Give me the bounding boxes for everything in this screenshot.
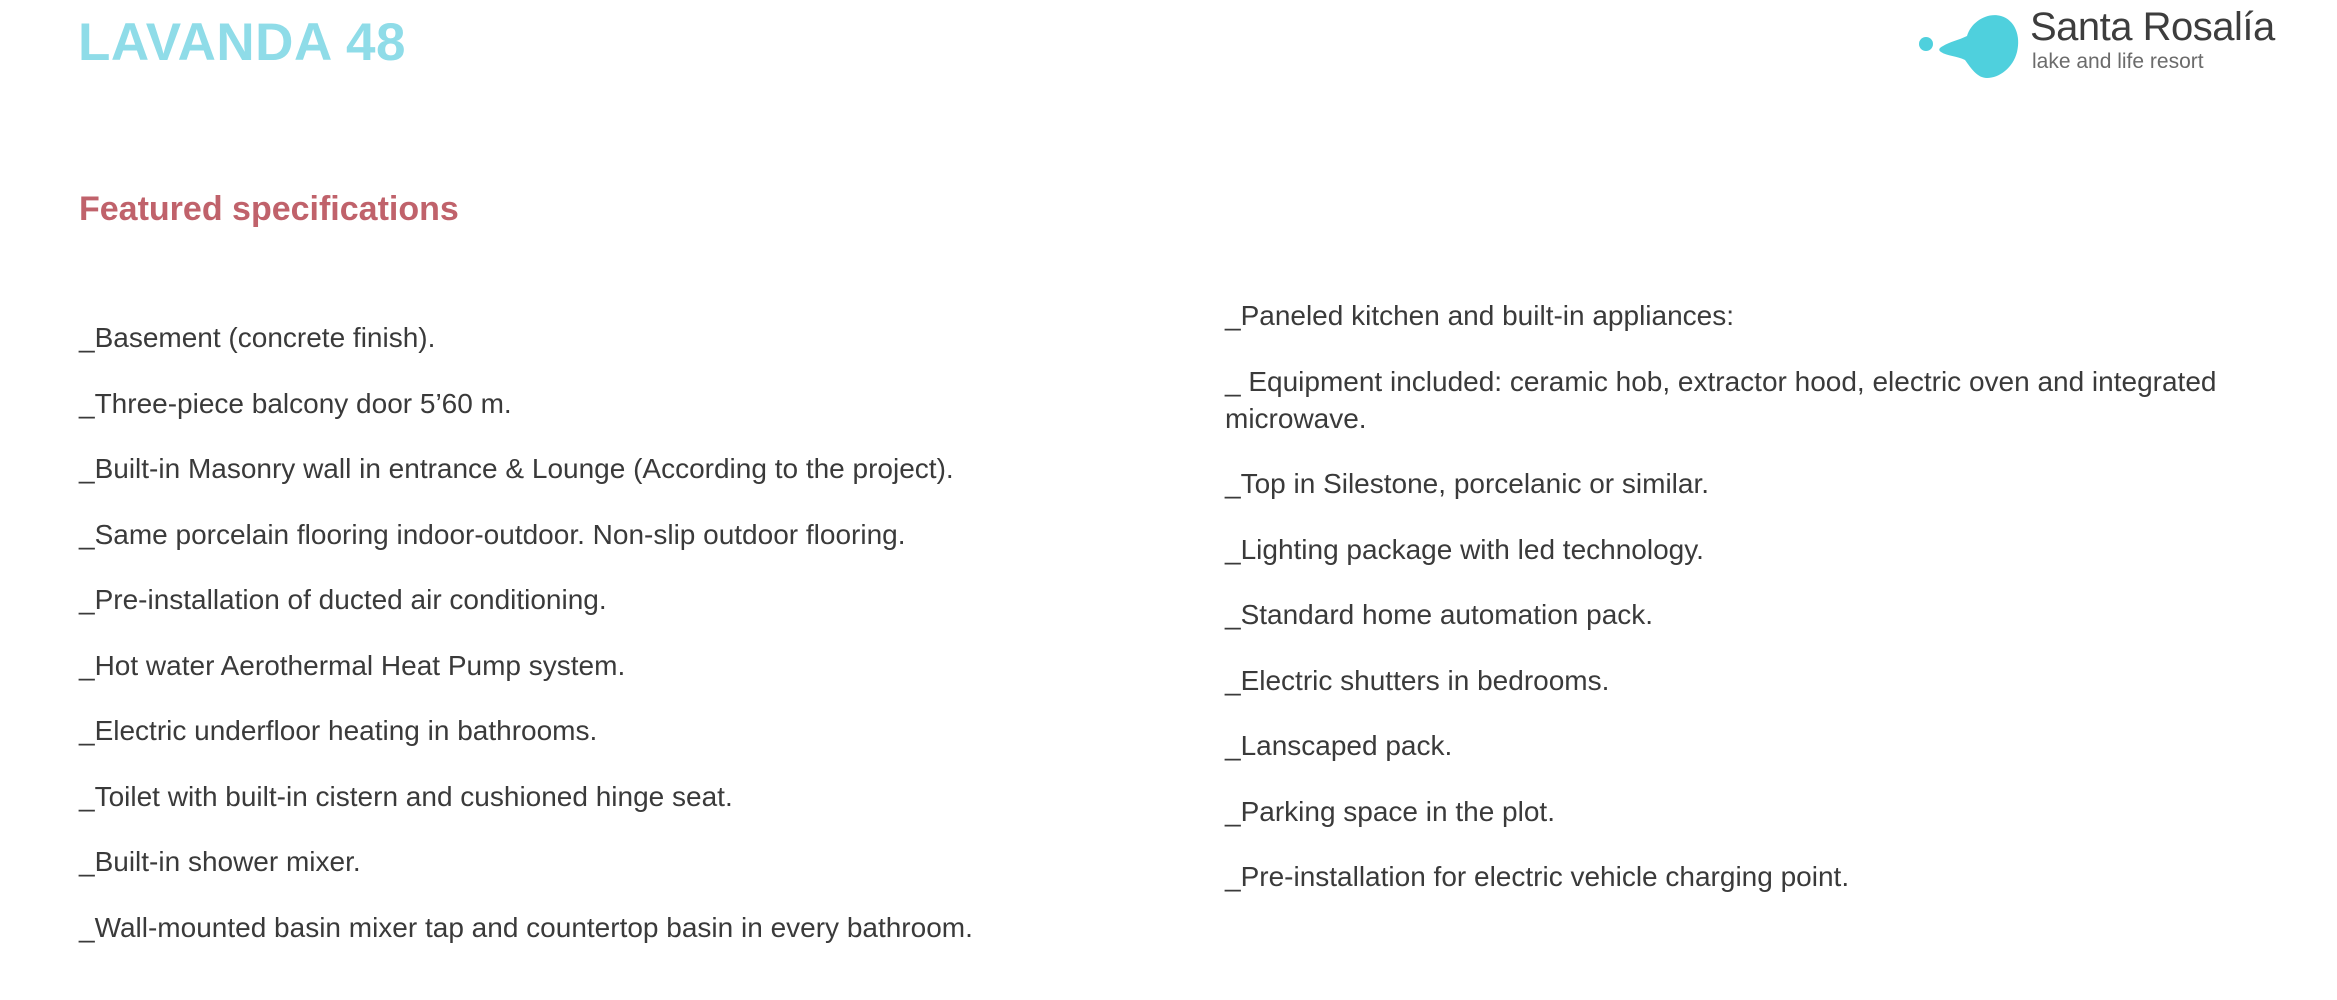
- spec-list-right: [1225, 297, 2270, 924]
- list-item: _Pre-installation for electric vehicle charging point.: [1225, 861, 1850, 892]
- list-item: _Built-in Masonry wall in entrance & Lounge (According to the project).: [79, 453, 954, 484]
- list-item: _Basement (concrete finish).: [79, 322, 436, 353]
- list-item: _Top in Silestone, porcelanic or similar.: [1225, 468, 1710, 499]
- list-item: _Paneled kitchen and built-in appliances:: [1225, 300, 1735, 331]
- list-item: _Standard home automation pack.: [1225, 599, 1654, 630]
- list-item: _Wall-mounted basin mixer tap and countertop basin in every bathroom.: [79, 911, 973, 943]
- list-item: _Toilet with built-in cistern and cushioned hinge seat.: [79, 780, 733, 812]
- list-item: _Same porcelain flooring indoor-outdoor. Non-slip outdoor flooring.: [79, 518, 906, 550]
- list-item: _Three-piece balcony door 5’60 m.: [79, 387, 512, 419]
- list-item: _Lighting package with led technology.: [1225, 533, 1704, 565]
- list-item: _Lanscaped pack.: [1225, 730, 1453, 761]
- list-item: _Electric shutters in bedrooms.: [1225, 664, 1610, 696]
- list-item: _Pre-installation of ducted air conditioning.: [79, 584, 607, 615]
- list-item: _Parking space in the plot.: [1225, 795, 1555, 827]
- list-item: _Electric underfloor heating in bathrooms.: [79, 715, 598, 746]
- spec-list-left: [79, 319, 973, 974]
- page-title: LAVANDA 48: [78, 13, 406, 72]
- logo-tagline: lake and life resort: [2032, 50, 2204, 73]
- list-item: _Hot water Aerothermal Heat Pump system.: [79, 649, 626, 681]
- list-item: _Built-in shower mixer.: [79, 846, 361, 877]
- brand-logo: [1915, 0, 2275, 90]
- santa-rosalia-logo-icon: [1915, 6, 2027, 82]
- section-heading: Featured specifications: [79, 190, 459, 228]
- list-item: _ Equipment included: ceramic hob, extractor hood, electric oven and integrated microwave.: [1225, 365, 2217, 434]
- logo-name: Santa Rosalía: [2030, 5, 2275, 49]
